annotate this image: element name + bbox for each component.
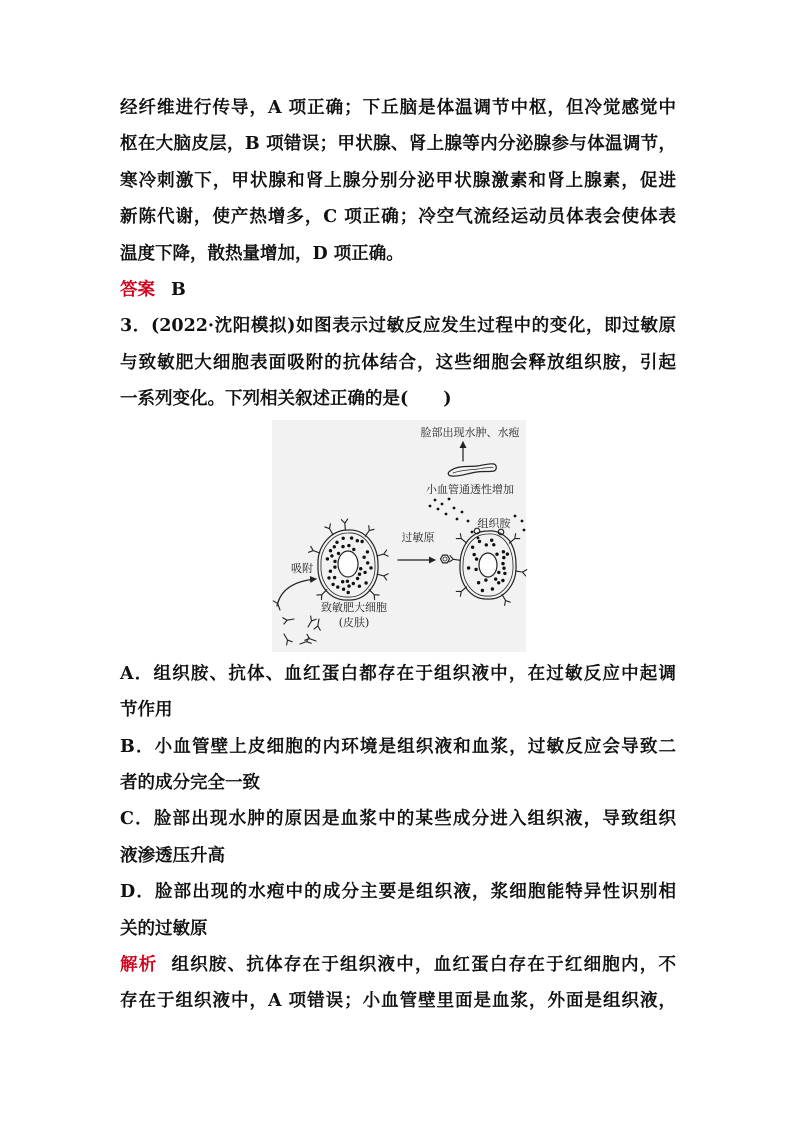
histamine-dot <box>471 531 474 534</box>
granule-dot <box>350 536 353 539</box>
explanation-line: 枢在大脑皮层，B 项错误；甲状腺、肾上腺等内分泌腺参与体温调节， <box>120 134 676 155</box>
granule-dot <box>342 537 345 540</box>
granule-dot <box>491 587 494 590</box>
histamine-dot <box>521 520 524 523</box>
allergy-reaction-diagram <box>272 420 530 652</box>
granule-dot <box>347 544 350 547</box>
option-label: B． <box>120 736 155 757</box>
analysis-text: 组织胺、抗体存在于组织液中，血红蛋白存在于红细胞内，不 <box>171 954 677 975</box>
option-a <box>120 656 676 692</box>
granule-dot <box>333 545 336 548</box>
granule-dot <box>494 577 497 580</box>
granule-dot <box>362 556 365 559</box>
granule-dot <box>477 581 480 584</box>
granule-dot <box>366 561 369 564</box>
histamine-dot <box>453 507 456 510</box>
granule-dot <box>356 539 359 542</box>
option-d <box>120 874 676 910</box>
granule-dot <box>502 550 505 553</box>
granule-dot <box>501 579 504 582</box>
answer-line <box>120 272 676 308</box>
granule-dot <box>356 577 359 580</box>
granule-dot <box>352 548 355 551</box>
symptom-label: 脸部出现水肿、水疱 <box>420 426 520 439</box>
cell-nucleus <box>338 551 358 577</box>
histamine-dot <box>429 505 432 508</box>
granule-dot <box>335 541 338 544</box>
histamine-dot <box>434 499 437 502</box>
answer-label: 答案 <box>120 279 155 300</box>
option-text: 脸部出现水肿的原因是血浆中的某些成分进入组织液，导致组织 <box>153 809 676 830</box>
granule-dot <box>364 581 367 584</box>
granule-dot <box>347 591 350 594</box>
granule-dot <box>359 567 362 570</box>
upper-text-block <box>120 90 676 418</box>
granule-dot <box>490 539 493 542</box>
granule-dot <box>363 571 366 574</box>
histamine-dot <box>514 515 517 518</box>
explanation-line: 新陈代谢，使产热增多，C 项正确；冷空气流经运动员体表会使体表 <box>120 207 676 228</box>
granule-dot <box>506 552 509 555</box>
granule-dot <box>327 576 330 579</box>
granule-dot <box>473 553 476 556</box>
granule-dot <box>478 540 481 543</box>
option-label: A． <box>120 663 154 684</box>
granule-dot <box>366 550 369 553</box>
granule-dot <box>497 571 500 574</box>
option-text: 脸部出现的水疱中的成分主要是组织液，浆细胞能特异性识别相 <box>154 882 676 903</box>
option-c <box>120 801 676 837</box>
question-number: 3． <box>120 316 151 337</box>
explanation-line: 经纤维进行传导，A 项正确；下丘脑是体温调节中枢，但冷觉感觉中 <box>120 98 676 118</box>
histamine-dot <box>467 520 470 523</box>
granule-dot <box>341 545 344 548</box>
cell-nucleus <box>479 553 497 577</box>
granule-dot <box>336 585 339 588</box>
option-label: D． <box>120 882 155 903</box>
lower-text-block <box>120 656 676 1020</box>
granule-dot <box>330 554 333 557</box>
question-text: (2022·沈阳模拟)如图表示过敏反应发生过程中的变化，即过敏原 <box>150 316 677 337</box>
granule-dot <box>495 553 498 556</box>
option-label: C． <box>120 809 154 830</box>
granule-dot <box>358 573 361 576</box>
granule-dot <box>329 570 332 573</box>
granule-dot <box>484 578 487 581</box>
allergen-label: 过敏原 <box>401 531 435 544</box>
histamine-dot <box>445 513 448 516</box>
question-line <box>120 308 676 344</box>
granule-dot <box>326 557 329 560</box>
granule-dot <box>342 588 345 591</box>
option-text: 组织胺、抗体、血红蛋白都存在于组织液中，在过敏反应中起调 <box>153 663 677 684</box>
granule-dot <box>331 583 334 586</box>
histamine-dot <box>477 537 480 540</box>
granule-dot <box>369 566 372 569</box>
option-text: 者的成分完全一致 <box>120 772 260 793</box>
granule-dot <box>352 582 355 585</box>
histamine-dot <box>456 518 459 521</box>
granule-dot <box>346 580 349 583</box>
granule-dot <box>471 546 474 549</box>
analysis-line: 存在于组织液中，A 项错误；小血管壁里面是血浆，外面是组织液， <box>120 991 676 1012</box>
histamine-dot <box>523 529 526 532</box>
option-text: 液渗透压升高 <box>120 845 225 866</box>
granule-dot <box>333 560 336 563</box>
tissue-label: (皮肤) <box>338 616 370 629</box>
analysis-line <box>120 947 676 983</box>
granule-dot <box>337 552 340 555</box>
analysis-label: 解析 <box>120 954 158 975</box>
granule-dot <box>360 540 363 543</box>
granule-dot <box>497 581 500 584</box>
cell-label: 致敏肥大细胞 <box>321 601 387 614</box>
option-text: 关的过敏原 <box>120 918 208 939</box>
granule-dot <box>329 549 332 552</box>
histamine-dot <box>437 508 440 511</box>
granule-dot <box>492 543 495 546</box>
granule-dot <box>333 565 336 568</box>
option-b <box>120 729 676 765</box>
question-line: 一系列变化。下列相关叙述正确的是( ) <box>120 389 452 410</box>
granule-dot <box>475 557 478 560</box>
granule-dot <box>341 580 344 583</box>
adsorption-label: 吸附 <box>291 562 313 575</box>
granule-dot <box>481 589 484 592</box>
granule-dot <box>501 562 504 565</box>
answer-value: B <box>171 279 186 300</box>
histamine-dot <box>461 511 464 514</box>
granule-dot <box>358 585 361 588</box>
granule-dot <box>485 543 488 546</box>
granule-dot <box>502 567 505 570</box>
option-text: 节作用 <box>120 700 173 721</box>
granule-dot <box>474 568 477 571</box>
explanation-line: 温度下降，散热量增加，D 项正确。 <box>120 243 404 264</box>
permeability-label: 小血管通透性增加 <box>426 483 514 496</box>
granule-dot <box>503 572 506 575</box>
histamine-dot <box>448 498 451 501</box>
histamine-dot <box>441 503 444 506</box>
histamine-label: 组织胺 <box>477 517 511 530</box>
granule-dot <box>467 566 470 569</box>
granule-dot <box>347 584 350 587</box>
question-line: 与致敏肥大细胞表面吸附的抗体结合，这些细胞会释放组织胺，引起 <box>120 352 676 373</box>
granule-dot <box>502 556 505 559</box>
figure-background <box>272 420 526 652</box>
explanation-line: 寒冷刺激下，甲状腺和肾上腺分别分泌甲状腺激素和肾上腺素，促进 <box>120 170 676 191</box>
option-text: 小血管壁上皮细胞的内环境是组织液和血浆，过敏反应会导致二 <box>154 736 677 757</box>
granule-dot <box>333 576 336 579</box>
